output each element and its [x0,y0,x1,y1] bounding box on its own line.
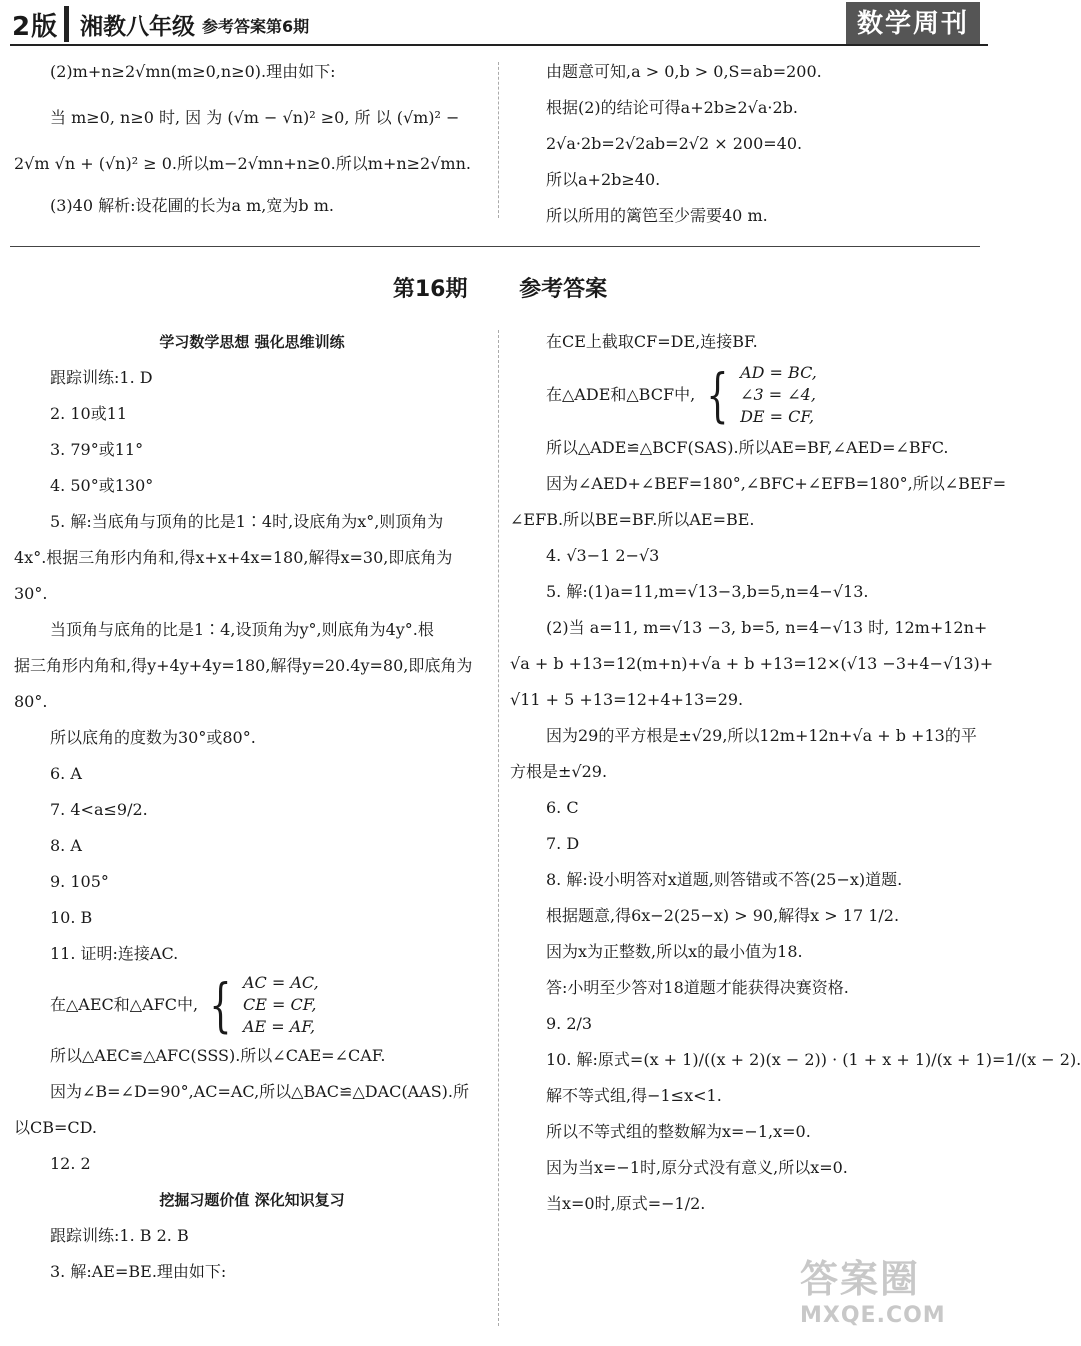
answer-line: 答:小明至少答对18道题才能获得决赛资格. [546,978,849,997]
section-heading: 学习数学思想 强化思维训练 [159,333,345,351]
answer-line: 10. 解:原式=(x + 1)/((x + 2)(x − 2)) · (1 + x + 1)/(x + 1)=1/(x − 2). [546,1050,1081,1069]
answer-line: 7. D [546,834,580,853]
answer-line: 解不等式组,得−1≤x<1. [546,1086,722,1105]
answer-line: 3. 解:AE=BE.理由如下: [50,1262,227,1281]
answer-line: 8. A [50,836,82,855]
grade-label: 湘教八年级 [80,14,195,40]
issue-title: 第16期 [392,277,468,302]
condition: AC = AC, [242,973,319,992]
header-rule [10,44,988,46]
condition: CE = CF, [242,995,317,1014]
text-line: (2)m+n≥2√mn(m≥0,n≥0).理由如下: [50,62,336,81]
system-prefix: 在△AEC和△AFC中, [50,995,199,1014]
condition: AE = AF, [242,1017,316,1036]
text-line: (3)40 解析:设花圃的长为a m,宽为b m. [50,196,334,215]
answer-line: 因为29的平方根是±√29,所以12m+12n+√a + b +13的平 [546,726,977,745]
answer-line: √11 + 5 +13=12+4+13=29. [510,690,744,709]
brace-icon: { [209,971,232,1039]
answer-line: 9. 2/3 [546,1014,593,1033]
answer-line: 方根是±√29. [510,762,608,781]
watermark-url: MXQE.COM [800,1303,946,1328]
text-line: 当 m≥0, n≥0 时, 因 为 (√m − √n)² ≥0, 所 以 (√m)² − [50,108,460,127]
answer-line: 4. √3−1 2−√3 [546,546,660,565]
text-line: 所以a+2b≥40. [546,170,661,189]
answer-line: 80°. [14,692,48,711]
answer-line: 5. 解:(1)a=11,m=√13−3,b=5,n=4−√13. [546,582,869,601]
answer-line: 因为x为正整数,所以x的最小值为18. [546,942,803,961]
condition: AD = BC, [740,363,817,382]
top-right-column [510,54,986,234]
issue-label: 参考答案第6期 [202,17,310,36]
equation-system [510,360,986,430]
answer-line: 4x°.根据三角形内角和,得x+x+4x=180,解得x=30,即底角为 [14,548,453,567]
system-conditions [740,362,817,428]
answer-line: 11. 证明:连接AC. [50,944,179,963]
column-divider [498,62,499,218]
section-title [0,272,1000,303]
system-conditions [243,972,319,1038]
answer-line: 当x=0时,原式=−1/2. [546,1194,706,1213]
answer-line: 因为∠AED+∠BEF=180°,∠BFC+∠EFB=180°,所以∠BEF= [546,474,1007,493]
answer-line: (2)当 a=11, m=√13 −3, b=5, n=4−√13 时, 12m+12n+ [546,618,988,637]
answer-line: 3. 79°或11° [50,440,144,459]
section-rule [10,246,980,247]
answer-line: 根据题意,得6x−2(25−x) > 90,解得x > 17 1/2. [546,906,900,925]
watermark [800,1248,990,1338]
answer-line: 12. 2 [50,1154,91,1173]
answer-line: 因为当x=−1时,原分式没有意义,所以x=0. [546,1158,848,1177]
answer-line: ∠EFB.所以BE=BF.所以AE=BE. [510,510,755,529]
answer-line: 8. 解:设小明答对x道题,则答错或不答(25−x)道题. [546,870,903,889]
header-divider [64,6,69,42]
brace-icon: { [706,361,729,429]
text-line: 2√a·2b=2√2ab=2√2 × 200=40. [546,134,803,153]
answer-line: 在CE上截取CF=DE,连接BF. [546,332,758,351]
answer-line: 2. 10或11 [50,404,128,423]
answers-title: 参考答案 [519,277,608,302]
condition: DE = CF, [740,407,815,426]
answer-line: 30°. [14,584,48,603]
system-prefix: 在△ADE和△BCF中, [546,385,696,404]
text-line: 2√m √n + (√n)² ≥ 0.所以m−2√mn+n≥0.所以m+n≥2√mn. [14,154,471,173]
text-line: 所以所用的篱笆至少需要40 m. [546,206,768,225]
brand-logo: 数学周刊 [846,2,980,46]
edition-label: 2版 [12,12,59,42]
text-line: 根据(2)的结论可得a+2b≥2√a·2b. [546,98,798,117]
answer-line: 所以△AEC≌△AFC(SSS).所以∠CAE=∠CAF. [50,1046,386,1065]
watermark-text: 答案圈 [800,1257,921,1301]
answer-line: 因为∠B=∠D=90°,AC=AC,所以△BAC≌△DAC(AAS).所 [50,1082,470,1101]
answer-line: 10. B [50,908,93,927]
condition: ∠3 = ∠4, [740,385,816,404]
answer-line: 4. 50°或130° [50,476,154,495]
answer-line: 据三角形内角和,得y+4y+4y=180,解得y=20.4y=80,即底角为 [14,656,473,675]
answer-line: 跟踪训练:1. B 2. B [50,1226,189,1245]
answer-line: 6. C [546,798,579,817]
answer-line: 所以△ADE≌△BCF(SAS).所以AE=BF,∠AED=∠BFC. [546,438,949,457]
text-line: 由题意可知,a > 0,b > 0,S=ab=200. [546,62,822,81]
column-divider [498,330,499,1326]
right-column [510,324,1081,1222]
equation-system [14,972,490,1038]
answer-line: 5. 解:当底角与顶角的比是1∶4时,设底角为x°,则顶角为 [50,512,444,531]
answer-line: 所以不等式组的整数解为x=−1,x=0. [546,1122,811,1141]
answer-line: 所以底角的度数为30°或80°. [50,728,256,747]
top-left-column [14,54,490,224]
answer-line: 以CB=CD. [14,1118,97,1137]
left-column [14,324,490,1290]
answer-line: √a + b +13=12(m+n)+√a + b +13=12×(√13 −3+4−√13)+ [510,654,994,673]
answer-line: 当顶角与底角的比是1∶4,设顶角为y°,则底角为4y°.根 [50,620,434,639]
answer-line: 跟踪训练:1. D [50,368,153,387]
answer-line: 7. 4<a≤9/2. [50,800,148,819]
page-header [0,0,1000,48]
answer-line: 9. 105° [50,872,109,891]
answer-line: 6. A [50,764,82,783]
section-heading: 挖掘习题价值 深化知识复习 [159,1191,345,1209]
